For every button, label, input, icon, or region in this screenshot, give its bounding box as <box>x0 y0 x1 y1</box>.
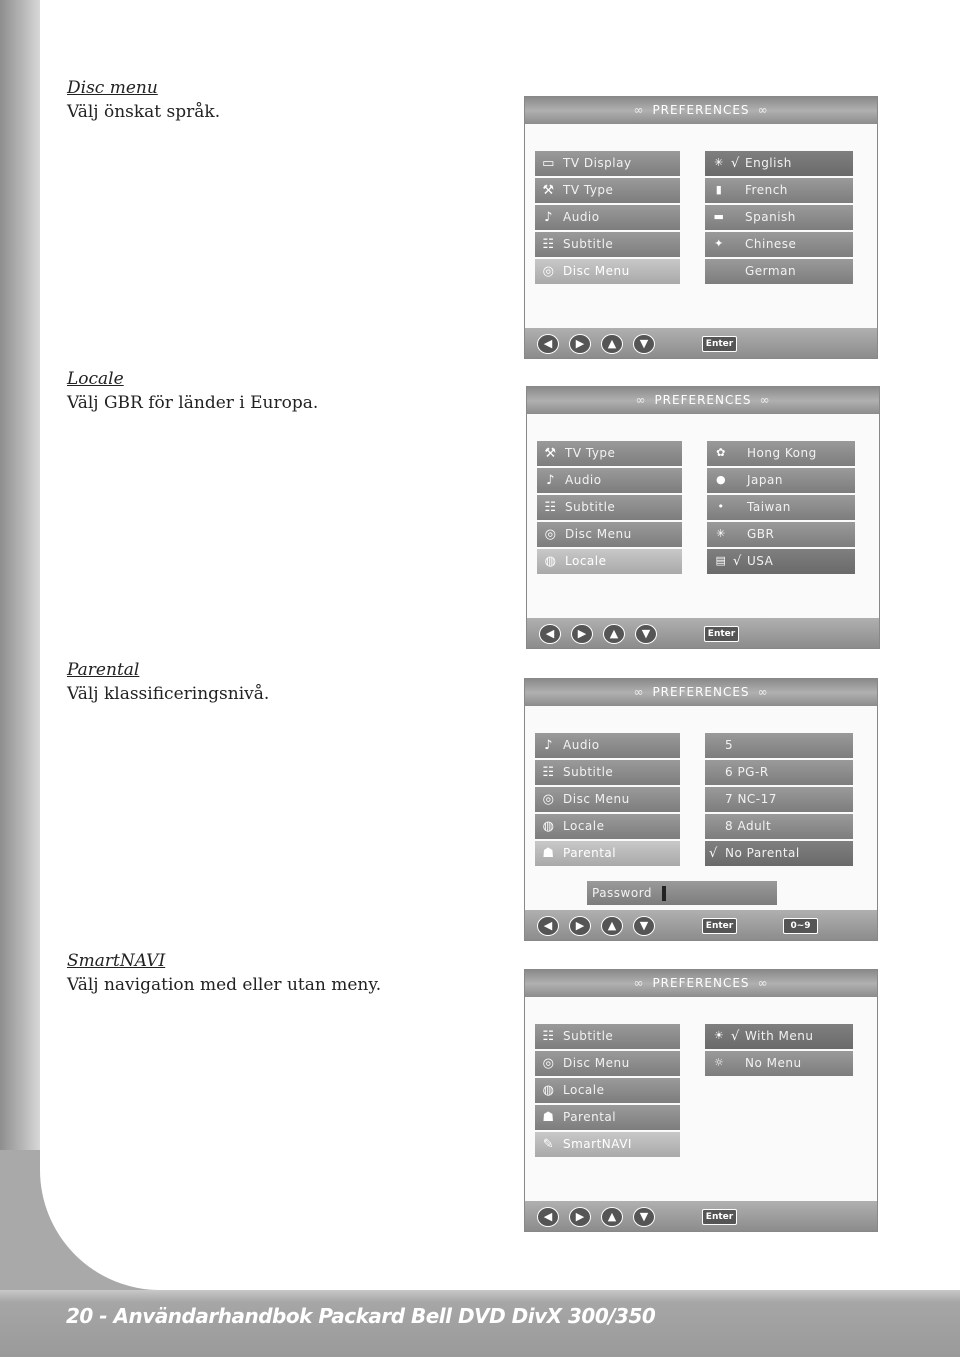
option-usa[interactable] <box>707 549 855 574</box>
preferences-header <box>525 679 877 706</box>
option-label: No Parental <box>725 846 800 860</box>
preferences-screen-smartnavi <box>524 969 878 1232</box>
option-list <box>705 733 853 868</box>
option-label: German <box>745 264 797 278</box>
caption-disc-menu <box>67 76 220 124</box>
option-list <box>705 1024 853 1078</box>
menu-item-locale[interactable] <box>535 814 680 839</box>
left-menu <box>535 151 680 286</box>
option-label: 8 Adult <box>725 819 772 833</box>
down-arrow-button[interactable]: ▼ <box>633 1207 655 1227</box>
option-label: Taiwan <box>747 500 791 514</box>
navigation-bar <box>525 1201 877 1231</box>
menu-item-label: Locale <box>565 554 607 568</box>
right-arrow-button[interactable]: ▶ <box>569 1207 591 1227</box>
navigation-bar <box>525 328 877 358</box>
up-arrow-button[interactable]: ▲ <box>601 1207 623 1227</box>
menu-item-tv-type[interactable] <box>537 441 682 466</box>
caption-parental <box>67 658 269 706</box>
globe-icon: ◍ <box>544 554 557 569</box>
check-mark-icon: √ <box>731 156 740 171</box>
caption-text: Välj önskat språk. <box>67 102 221 122</box>
preferences-title: PREFERENCES <box>654 393 752 407</box>
audio-icon: ♪ <box>544 738 553 753</box>
right-arrow-button[interactable]: ▶ <box>569 916 591 936</box>
left-arrow-button[interactable]: ◀ <box>537 334 559 354</box>
hong-kong-flag-icon: ✿ <box>716 446 726 459</box>
password-field[interactable] <box>587 881 777 905</box>
germany-flag-icon <box>711 264 727 278</box>
option-chinese[interactable] <box>705 232 853 257</box>
page-footer: 20 - Användarhandbok Packard Bell DVD DivX 300/350 <box>66 1304 656 1328</box>
up-arrow-button[interactable]: ▲ <box>601 334 623 354</box>
infinity-icon: ∞ <box>633 103 645 117</box>
left-menu <box>537 441 682 576</box>
option-5[interactable] <box>705 733 853 758</box>
subtitle-icon: ☷ <box>542 237 555 252</box>
left-arrow-button[interactable]: ◀ <box>539 624 561 644</box>
disc-menu-icon: ◎ <box>544 527 557 542</box>
subtitle-icon: ☷ <box>542 765 555 780</box>
infinity-icon: ∞ <box>633 685 645 699</box>
tv-type-icon: ⚒ <box>542 183 555 198</box>
menu-item-label: TV Type <box>563 183 614 197</box>
option-7-nc-17[interactable] <box>705 787 853 812</box>
menu-item-audio[interactable] <box>535 205 680 230</box>
disc-menu-icon: ◎ <box>542 1056 555 1071</box>
usa-flag-icon: ▤ <box>715 554 727 567</box>
taiwan-flag-icon: • <box>717 500 725 513</box>
menu-item-parental[interactable] <box>535 841 680 866</box>
menu-item-label: TV Type <box>565 446 616 460</box>
uk-flag-icon: ✳ <box>714 156 724 169</box>
globe-icon: ◍ <box>542 819 555 834</box>
preferences-header <box>527 387 879 414</box>
option-english[interactable] <box>705 151 853 176</box>
option-label: 7 NC-17 <box>725 792 777 806</box>
menu-item-tv-type[interactable] <box>535 178 680 203</box>
tv-display-icon: ▭ <box>542 156 555 171</box>
enter-button[interactable]: Enter <box>702 1209 737 1225</box>
option-japan[interactable] <box>707 468 855 493</box>
tv-type-icon: ⚒ <box>544 446 557 461</box>
option-label: Chinese <box>745 237 797 251</box>
menu-item-label: Parental <box>563 1110 617 1124</box>
caption-title: Parental <box>67 660 140 680</box>
option-label: Spanish <box>745 210 796 224</box>
preferences-header <box>525 97 877 124</box>
preferences-title: PREFERENCES <box>652 685 750 699</box>
menu-item-disc-menu[interactable] <box>535 787 680 812</box>
preferences-title: PREFERENCES <box>652 976 750 990</box>
caption-locale <box>67 367 318 415</box>
infinity-icon: ∞ <box>633 976 645 990</box>
menu-item-label: Disc Menu <box>563 264 630 278</box>
caption-title: Disc menu <box>67 78 158 98</box>
left-arrow-button[interactable]: ◀ <box>537 1207 559 1227</box>
menu-item-label: Audio <box>565 473 602 487</box>
caption-title: SmartNAVI <box>67 951 166 971</box>
globe-icon: ◍ <box>542 1083 555 1098</box>
password-label: Password <box>592 886 653 900</box>
right-arrow-button[interactable]: ▶ <box>571 624 593 644</box>
check-mark-icon: √ <box>731 1029 740 1044</box>
caption-text: Välj klassificeringsnivå. <box>67 684 270 704</box>
spain-flag-icon: ▬ <box>713 210 725 223</box>
family-icon: ☗ <box>542 846 555 861</box>
option-list <box>707 441 855 576</box>
china-flag-icon: ✦ <box>714 237 724 250</box>
text-cursor <box>662 886 666 901</box>
menu-item-disc-menu[interactable] <box>535 259 680 284</box>
preferences-header <box>525 970 877 997</box>
right-arrow-button[interactable]: ▶ <box>569 334 591 354</box>
up-arrow-button[interactable]: ▲ <box>603 624 625 644</box>
check-mark-icon: √ <box>709 846 718 861</box>
option-list <box>705 151 853 286</box>
smartnavi-icon: ✎ <box>542 1137 555 1152</box>
menu-item-label: SmartNAVI <box>563 1137 632 1151</box>
enter-button[interactable]: Enter <box>704 626 739 642</box>
option-taiwan[interactable] <box>707 495 855 520</box>
option-label: USA <box>747 554 774 568</box>
menu-item-audio[interactable] <box>535 733 680 758</box>
menu-item-label: Locale <box>563 819 605 833</box>
option-german[interactable] <box>705 259 853 284</box>
up-arrow-button[interactable]: ▲ <box>601 916 623 936</box>
option-label: 5 <box>725 738 734 752</box>
menu-item-label: TV Display <box>563 156 632 170</box>
option-hong-kong[interactable] <box>707 441 855 466</box>
infinity-icon: ∞ <box>757 103 769 117</box>
caption-text: Välj navigation med eller utan meny. <box>67 975 382 995</box>
left-menu <box>535 1024 680 1159</box>
preferences-screen-parental <box>524 678 878 941</box>
option-label: 6 PG-R <box>725 765 769 779</box>
menu-item-subtitle[interactable] <box>535 1024 680 1049</box>
option-french[interactable] <box>705 178 853 203</box>
lightbulb-off-icon: ☼ <box>713 1056 725 1069</box>
audio-icon: ♪ <box>544 210 553 225</box>
menu-item-subtitle[interactable] <box>535 232 680 257</box>
france-flag-icon: ▮ <box>715 183 723 196</box>
left-menu <box>535 733 680 868</box>
menu-item-label: Subtitle <box>563 237 614 251</box>
menu-item-subtitle[interactable] <box>535 760 680 785</box>
menu-item-parental[interactable] <box>535 1105 680 1130</box>
option-label: French <box>745 183 788 197</box>
menu-item-disc-menu[interactable] <box>535 1051 680 1076</box>
infinity-icon: ∞ <box>757 976 769 990</box>
preferences-title: PREFERENCES <box>652 103 750 117</box>
menu-item-subtitle[interactable] <box>537 495 682 520</box>
japan-flag-icon: ● <box>715 473 727 486</box>
option-label: Japan <box>747 473 783 487</box>
caption-title: Locale <box>67 369 124 389</box>
down-arrow-button[interactable]: ▼ <box>633 916 655 936</box>
infinity-icon: ∞ <box>757 685 769 699</box>
navigation-bar <box>525 910 877 940</box>
menu-item-smartnavi[interactable] <box>535 1132 680 1157</box>
disc-menu-icon: ◎ <box>542 264 555 279</box>
navigation-bar <box>527 618 879 648</box>
disc-menu-icon: ◎ <box>542 792 555 807</box>
down-arrow-button[interactable]: ▼ <box>633 334 655 354</box>
menu-item-label: Parental <box>563 846 617 860</box>
lightbulb-on-icon: ☀ <box>713 1029 725 1042</box>
left-arrow-button[interactable]: ◀ <box>537 916 559 936</box>
menu-item-locale[interactable] <box>537 549 682 574</box>
family-icon: ☗ <box>542 1110 555 1125</box>
enter-button[interactable]: Enter <box>702 336 737 352</box>
menu-item-label: Audio <box>563 210 600 224</box>
option-label: English <box>745 156 792 170</box>
option-label: Hong Kong <box>747 446 817 460</box>
subtitle-icon: ☷ <box>542 1029 555 1044</box>
down-arrow-button[interactable]: ▼ <box>635 624 657 644</box>
menu-item-label: Audio <box>563 738 600 752</box>
menu-item-tv-display[interactable] <box>535 151 680 176</box>
option-no-menu[interactable] <box>705 1051 853 1076</box>
option-gbr[interactable] <box>707 522 855 547</box>
menu-item-label: Subtitle <box>565 500 616 514</box>
option-label: With Menu <box>745 1029 814 1043</box>
menu-item-label: Disc Menu <box>565 527 632 541</box>
menu-item-locale[interactable] <box>535 1078 680 1103</box>
option-no-parental[interactable] <box>705 841 853 866</box>
audio-icon: ♪ <box>546 473 555 488</box>
option-8-adult[interactable] <box>705 814 853 839</box>
subtitle-icon: ☷ <box>544 500 557 515</box>
menu-item-label: Locale <box>563 1083 605 1097</box>
option-6-pg-r[interactable] <box>705 760 853 785</box>
check-mark-icon: √ <box>733 554 742 569</box>
option-label: GBR <box>747 527 775 541</box>
menu-item-label: Subtitle <box>563 765 614 779</box>
menu-item-audio[interactable] <box>537 468 682 493</box>
infinity-icon: ∞ <box>759 393 771 407</box>
menu-item-label: Subtitle <box>563 1029 614 1043</box>
preferences-screen-locale <box>526 386 880 649</box>
infinity-icon: ∞ <box>635 393 647 407</box>
preferences-screen-disc-menu <box>524 96 878 359</box>
uk-flag-icon: ✳ <box>716 527 726 540</box>
caption-smartnavi <box>67 949 381 997</box>
digits-button[interactable]: 0~9 <box>783 918 818 934</box>
menu-item-disc-menu[interactable] <box>537 522 682 547</box>
option-with-menu[interactable] <box>705 1024 853 1049</box>
option-label: No Menu <box>745 1056 802 1070</box>
caption-text: Välj GBR för länder i Europa. <box>67 393 319 413</box>
menu-item-label: Disc Menu <box>563 1056 630 1070</box>
menu-item-label: Disc Menu <box>563 792 630 806</box>
enter-button[interactable]: Enter <box>702 918 737 934</box>
option-spanish[interactable] <box>705 205 853 230</box>
